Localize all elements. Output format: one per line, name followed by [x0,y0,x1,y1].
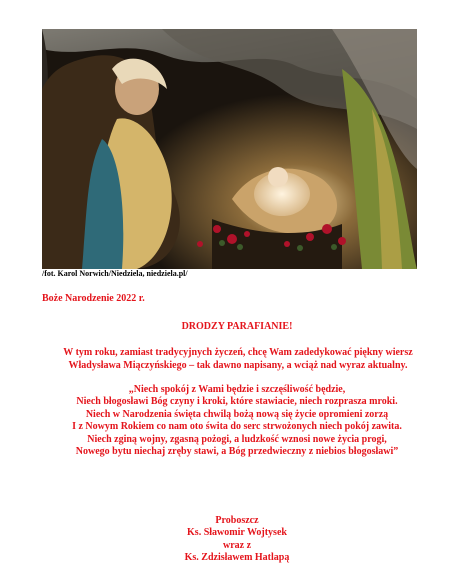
letter-intro: W tym roku, zamiast tradycyjnych życzeń, chcę Wam zadedykować piękny wiersz Władysława Miączyńskiego – tak dawno napisany, a wciąż nad wyraz aktualny. [63,347,413,371]
letter-greeting: DRODZY PARAFIANIE! [181,321,293,332]
letter-date: Boże Narodzenie 2022 r. [42,293,145,304]
nativity-photo [42,29,417,269]
poem-line: Nowego bytu niechaj zręby stawi, a Bóg przedwieczny z niebios błogosławi” [75,446,399,458]
poem [0,384,474,458]
signature-with: wraz z [222,539,252,551]
poem-line: I z Nowym Rokiem co nam oto świta do serc strwożonych niech pokój zawita. [72,421,402,433]
signature-name: Ks. Sławomir Wojtysek [187,527,287,539]
poem-line: Niech zginą wojny, zgasną pożogi, a ludzkość wznosi nowe życia progi, [87,433,387,445]
signature-role: Proboszcz [215,515,259,526]
poem-line: „Niech spokój z Wami będzie i szczęśliwość będzie, [128,384,346,395]
photo-caption: /fot. Karol Norwich/Niedziela, niedziela.pl/ [42,269,188,278]
poem-line: Niech błogosławi Bóg czyny i kroki, które stawiacie, niech rozprasza mroki. [76,396,398,408]
nativity-scene-image [42,29,417,269]
poem-line: Niech w Narodzenia święta chwilą bożą nową się życie opromieni zorzą [85,408,389,420]
signature [0,515,474,565]
signature-name-2: Ks. Zdzisławem Hatlapą [184,552,290,564]
